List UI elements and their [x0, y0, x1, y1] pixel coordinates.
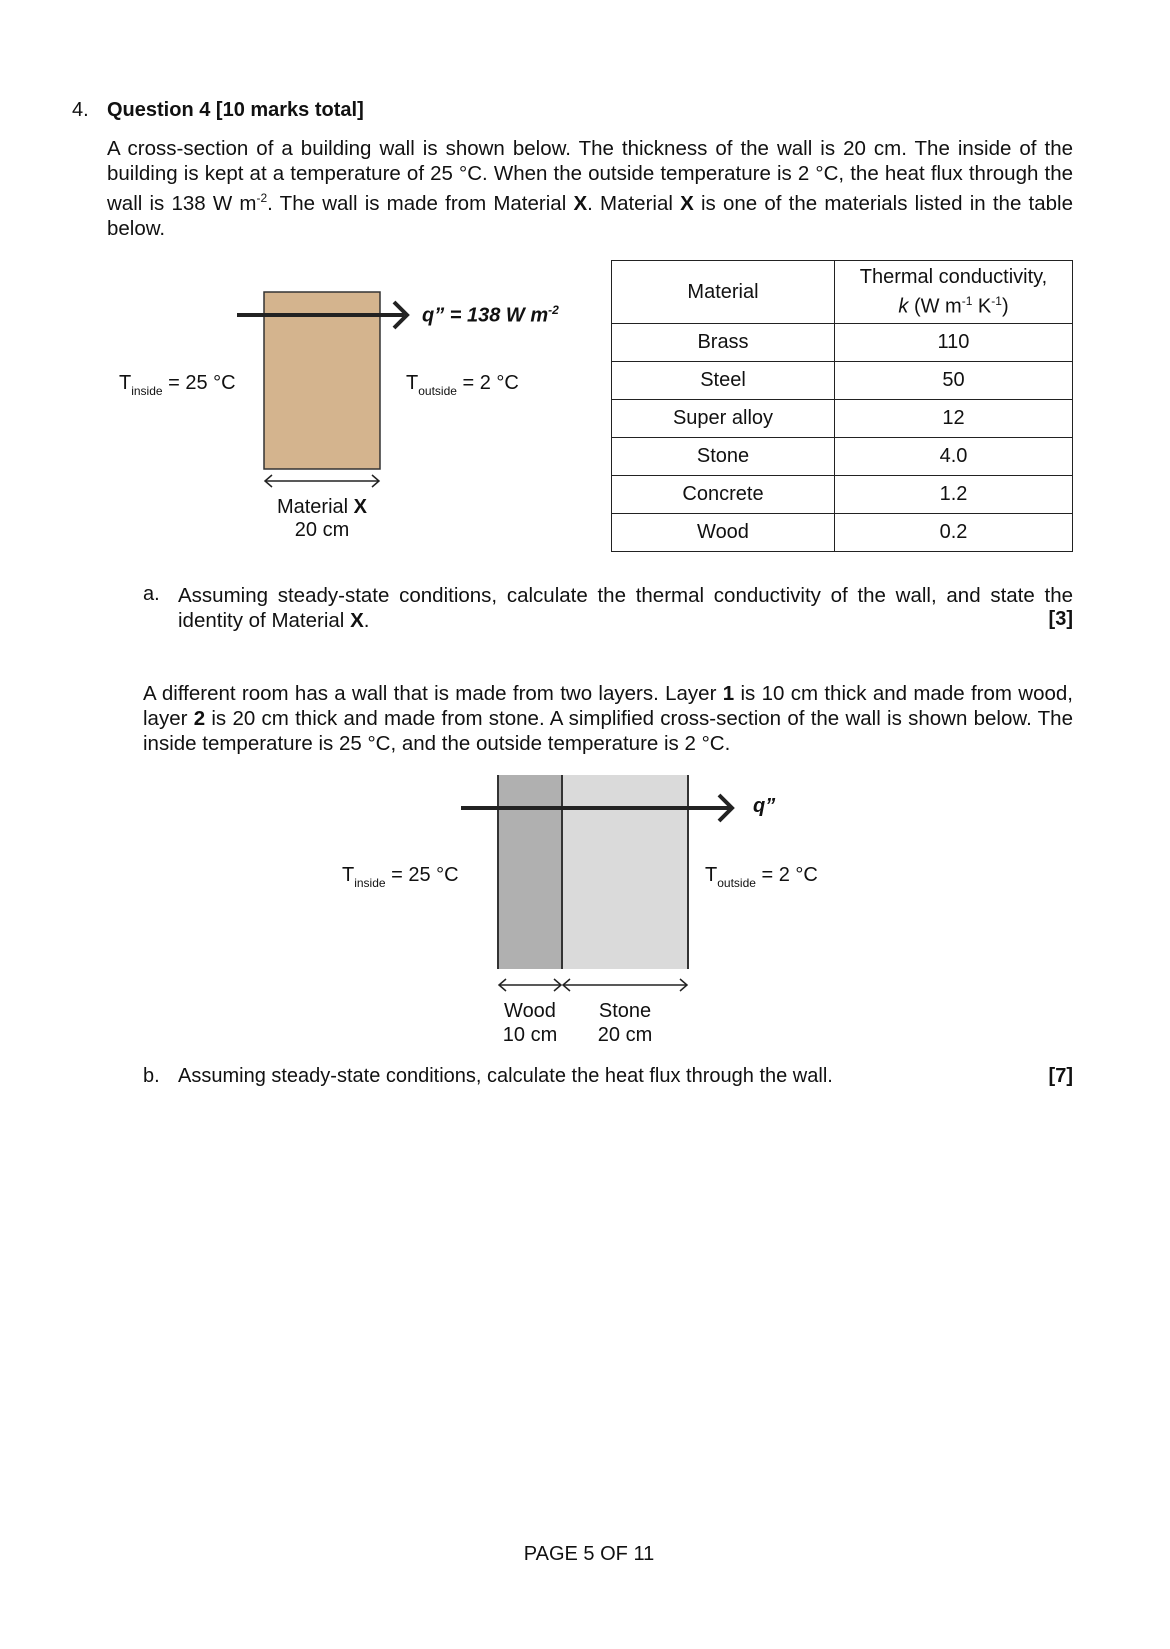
- table-row: Stone 4.0: [612, 438, 1073, 476]
- part-b-letter: b.: [143, 1065, 160, 1087]
- t-outside-label-2: $T_{outside} = 2$ °C: [705, 864, 818, 890]
- header-material: Material: [612, 261, 835, 324]
- question-title: Question 4 [10 marks total]: [107, 99, 364, 121]
- part-a-letter: a.: [143, 583, 160, 605]
- flux-label-2: q”: [753, 795, 776, 817]
- table-row: Concrete 1.2: [612, 476, 1073, 514]
- part-b-marks: [7]: [1048, 1065, 1073, 1087]
- question-intro: A cross-section of a building wall is shown below. The thickness of the wall is 20 cm. The inside of the building is kept at a temperature of 25 °C. When the outside temperature is 2 °C, the heat flux through the wall is 138 W $m^{-2}$. The wall is made from Material X. Material X is one of the materials listed in the table below.: [107, 137, 1073, 240]
- part-a-marks: [3]: [1048, 608, 1073, 630]
- second-wall-description: A different room has a wall that is made from two layers. Layer 1 is 10 cm thick and made from wood, layer 2 is 20 cm thick and made from stone. A simplified cross-section of the wall is shown below. The inside temperature is 25 °C, and the outside temperature is 2 °C.: [143, 682, 1073, 755]
- table-row: Steel 50: [612, 362, 1073, 400]
- part-a-text: Assuming steady-state conditions, calculate the thermal conductivity of the wall, and state the identity of Material X.: [178, 584, 1073, 632]
- t-outside-label-1: $T_{outside} = 2$ °C: [406, 372, 519, 398]
- wood-layer: [498, 775, 562, 969]
- question-number: 4.: [72, 99, 89, 121]
- material-x-label: Material X 20 cm: [276, 496, 368, 541]
- conductivity-table: [611, 260, 1073, 552]
- wood-label: Wood 10 cm: [502, 1000, 558, 1046]
- table-row: Wood 0.2: [612, 514, 1073, 552]
- stone-layer: [562, 775, 688, 969]
- t-inside-label-2: $T_{inside} = 25$ °C: [342, 864, 459, 890]
- wall-material-x: [264, 292, 380, 469]
- page-number: PAGE 5 OF 11: [523, 1543, 655, 1565]
- header-conductivity: Thermal conductivity, k (W $m^{-1}$ $K^{-1}$): [835, 261, 1073, 324]
- thickness-arrow: [265, 475, 379, 487]
- part-b-text: Assuming steady-state conditions, calculate the heat flux through the wall.: [178, 1065, 833, 1087]
- table-row: Brass 110: [612, 324, 1073, 362]
- layer-thickness-arrows: [499, 979, 687, 991]
- t-inside-label-1: $T_{inside} = 25$ °C: [119, 372, 236, 398]
- table-row: Super alloy 12: [612, 400, 1073, 438]
- flux-label-1: q” = 138 W $m^{-2}$: [422, 303, 559, 327]
- stone-label: Stone 20 cm: [597, 1000, 653, 1046]
